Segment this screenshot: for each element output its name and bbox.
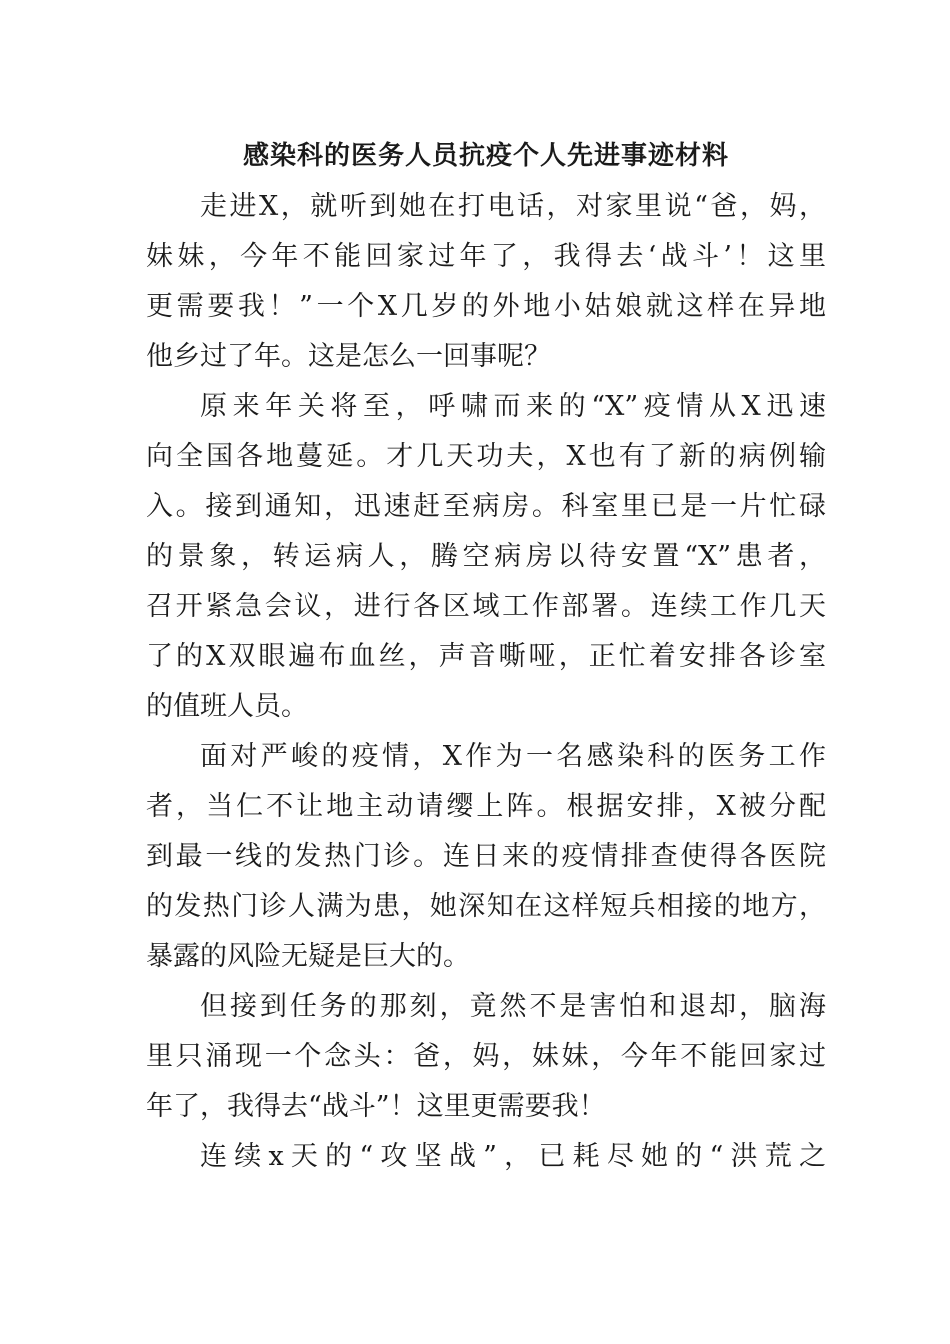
text-line: 入。接到通知，迅速赶至病房。科室里已是一片忙碌 (146, 491, 826, 522)
paragraph-2 (146, 382, 826, 732)
document-page (146, 132, 826, 1182)
paragraph-1 (146, 182, 826, 382)
document-title: 感染科的医务人员抗疫个人先进事迹材料 (242, 141, 729, 171)
text-line: 面对严峻的疫情，X作为一名感染科的医务工作 (200, 741, 826, 772)
text-line: 召开紧急会议，进行各区域工作部署。连续工作几天 (146, 591, 826, 622)
text-line: 的景象，转运病人，腾空病房以待安置“X”患者， (146, 541, 826, 572)
text-line: 连续x天的“攻坚战”，已耗尽她的“洪荒之 (200, 1141, 826, 1172)
text-line: 走进X，就听到她在打电话，对家里说“爸，妈， (200, 191, 826, 222)
text-line: 了的X双眼遍布血丝，声音嘶哑，正忙着安排各诊室 (146, 641, 826, 672)
paragraph-3 (146, 732, 826, 982)
text-line: 向全国各地蔓延。才几天功夫，X也有了新的病例输 (146, 441, 826, 472)
text-line: 的值班人员。 (146, 691, 308, 722)
text-line: 他乡过了年。这是怎么一回事呢？ (146, 341, 551, 372)
text-line: 的发热门诊人满为患，她深知在这样短兵相接的地方， (146, 891, 826, 922)
paragraph-4 (146, 982, 826, 1132)
text-line: 更需要我！”一个X几岁的外地小姑娘就这样在异地 (146, 291, 826, 322)
text-line: 者，当仁不让地主动请缨上阵。根据安排，X被分配 (146, 791, 826, 822)
text-line: 暴露的风险无疑是巨大的。 (146, 941, 470, 972)
text-line: 年了，我得去“战斗”！这里更需要我！ (146, 1091, 606, 1122)
text-line: 但接到任务的那刻，竟然不是害怕和退却，脑海 (200, 991, 826, 1022)
paragraph-5 (146, 1132, 826, 1182)
text-line: 妹妹，今年不能回家过年了，我得去‘战斗’！这里 (146, 241, 826, 272)
text-line: 里只涌现一个念头：爸，妈，妹妹，今年不能回家过 (146, 1041, 826, 1072)
text-line: 原来年关将至，呼啸而来的“X”疫情从X迅速 (200, 391, 826, 422)
text-line: 到最一线的发热门诊。连日来的疫情排查使得各医院 (146, 841, 826, 872)
